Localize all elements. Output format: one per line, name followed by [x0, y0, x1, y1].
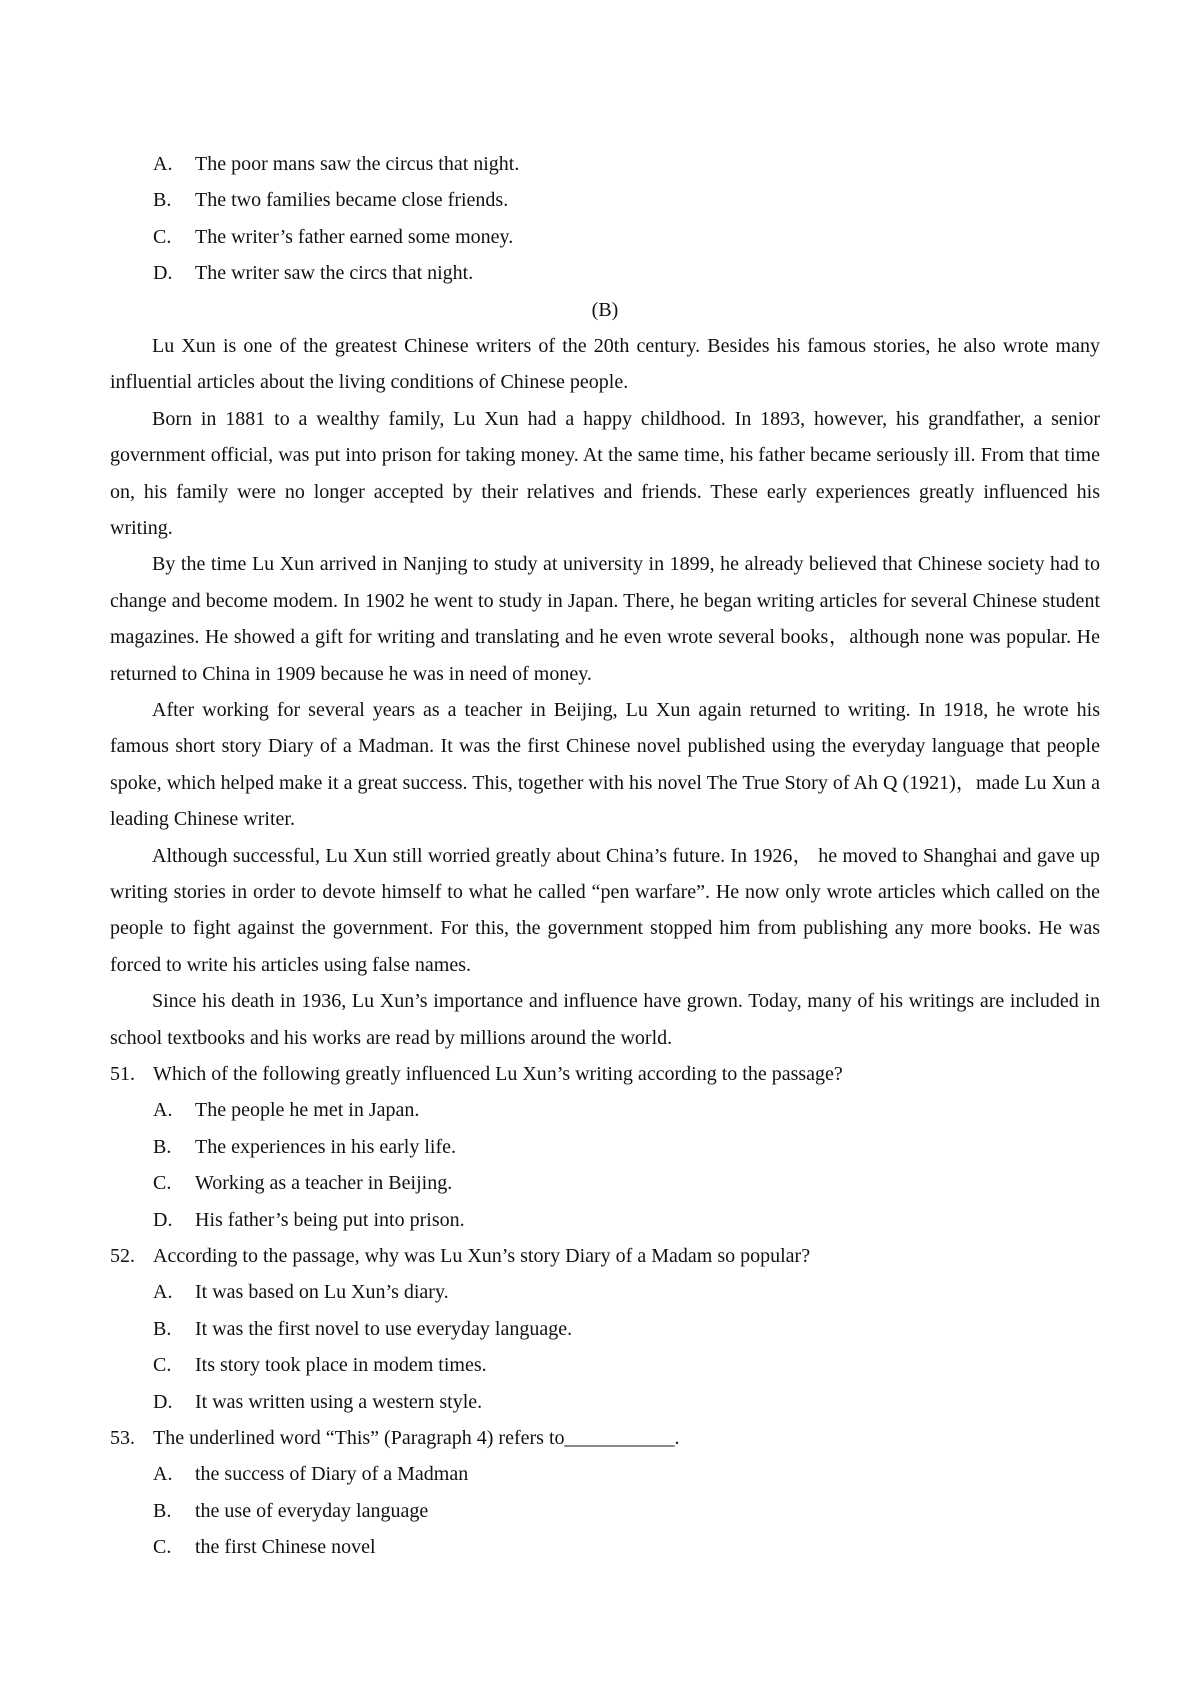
option-text: the use of everyday language: [195, 1499, 429, 1522]
option-text: the success of Diary of a Madman: [195, 1463, 469, 1486]
option-text: It was based on Lu Xun’s diary.: [195, 1281, 449, 1304]
option-b: [110, 1129, 1100, 1165]
option-letter: A.: [153, 153, 173, 175]
option-d: [110, 1202, 1100, 1238]
option-text: It was written using a western style.: [195, 1390, 483, 1413]
question-text: Which of the following greatly influenced Lu Xun’s writing according to the passage?: [153, 1063, 843, 1086]
option-c: [110, 1529, 1100, 1565]
option-d: [110, 1384, 1100, 1420]
passage-paragraph-6: Since his death in 1936, Lu Xun’s importance and influence have grown. Today, many of his writings are included in school textbooks and his works are read by millions around the world.: [110, 990, 1100, 1049]
option-letter: B.: [153, 1135, 172, 1158]
question-number: 52.: [110, 1245, 135, 1268]
question-53: [110, 1420, 1100, 1566]
option-b: [110, 182, 1100, 218]
option-letter: B.: [153, 189, 172, 212]
option-text: The poor mans saw the circus that night.: [195, 153, 520, 175]
option-a: [110, 146, 1100, 182]
option-b: [110, 1311, 1100, 1347]
option-a: [110, 1456, 1100, 1492]
option-letter: C.: [153, 225, 172, 248]
option-text: The two families became close friends.: [195, 189, 509, 212]
option-letter: B.: [153, 1499, 172, 1522]
option-text: The people he met in Japan.: [195, 1099, 420, 1122]
section-heading: (B): [591, 298, 619, 321]
option-text: His father’s being put into prison.: [195, 1208, 465, 1231]
option-letter: C.: [153, 1536, 172, 1559]
option-text: the first Chinese novel: [195, 1536, 376, 1559]
question-stem: [110, 1420, 1100, 1456]
passage-paragraph-2: Born in 1881 to a wealthy family, Lu Xun had a happy childhood. In 1893, however, his grandfather, a senior government official, was put into prison for taking money. At the same time, his father became seriously ill. From that time on, his family were no longer accepted by their relatives and friends. These early experiences greatly influenced his writing.: [110, 407, 1100, 539]
question-stem: [110, 1238, 1100, 1274]
previous-question-options: [110, 146, 1100, 292]
option-letter: D.: [153, 1208, 173, 1231]
option-text: The writer saw the circs that night.: [195, 262, 474, 285]
option-a: [110, 1274, 1100, 1310]
question-stem: [110, 1056, 1100, 1092]
passage-paragraph-5: Although successful, Lu Xun still worried greatly about China’s future. In 1926， he moved to Shanghai and gave up writing stories in order to devote himself to what he called “pen warfare”. He now only wrote articles which called on the people to fight against the government. For this, the government stopped him from publishing any more books. He was forced to write his articles using false names.: [110, 844, 1100, 976]
option-b: [110, 1493, 1100, 1529]
option-text: The experiences in his early life.: [195, 1135, 456, 1158]
option-c: [110, 1165, 1100, 1201]
option-d: [110, 255, 1100, 291]
option-letter: D.: [153, 262, 173, 285]
passage-paragraph-4: After working for several years as a teacher in Beijing, Lu Xun again returned to writing. In 1918, he wrote his famous short story Diary of a Madman. It was the first Chinese novel published using the everyday language that people spoke, which helped make it a great success. This, together with his novel The True Story of Ah Q (1921)，made Lu Xun a leading Chinese writer.: [110, 699, 1100, 831]
option-text: It was the first novel to use everyday language.: [195, 1317, 573, 1340]
option-letter: D.: [153, 1390, 173, 1413]
option-letter: A.: [153, 1281, 173, 1304]
question-51: [110, 1056, 1100, 1238]
option-c: [110, 219, 1100, 255]
passage-paragraph-3: By the time Lu Xun arrived in Nanjing to study at university in 1899, he already believed that Chinese society had to change and become modem. In 1902 he went to study in Japan. There, he began writing articles for several Chinese student magazines. He showed a gift for writing and translating and he even wrote several books，although none was popular. He returned to China in 1909 because he was in need of money.: [110, 553, 1100, 685]
passage-paragraph-1: Lu Xun is one of the greatest Chinese writers of the 20th century. Besides his famous stories, he also wrote many influential articles about the living conditions of Chinese people.: [110, 334, 1100, 394]
option-text: The writer’s father earned some money.: [195, 225, 514, 248]
option-letter: C.: [153, 1172, 172, 1195]
option-a: [110, 1092, 1100, 1128]
option-c: [110, 1347, 1100, 1383]
option-letter: B.: [153, 1317, 172, 1340]
question-number: 53.: [110, 1426, 135, 1449]
question-text: According to the passage, why was Lu Xun’s story Diary of a Madam so popular?: [153, 1245, 811, 1268]
question-text: The underlined word “This” (Paragraph 4) refers to___________.: [153, 1426, 680, 1449]
option-letter: A.: [153, 1463, 173, 1486]
exam-page: [110, 146, 1100, 1566]
option-letter: C.: [153, 1354, 172, 1377]
reading-passage: [110, 328, 1100, 1056]
question-52: [110, 1238, 1100, 1420]
question-number: 51.: [110, 1063, 135, 1086]
option-text: Its story took place in modem times.: [195, 1354, 487, 1377]
option-text: Working as a teacher in Beijing.: [195, 1172, 453, 1195]
option-letter: A.: [153, 1099, 173, 1122]
